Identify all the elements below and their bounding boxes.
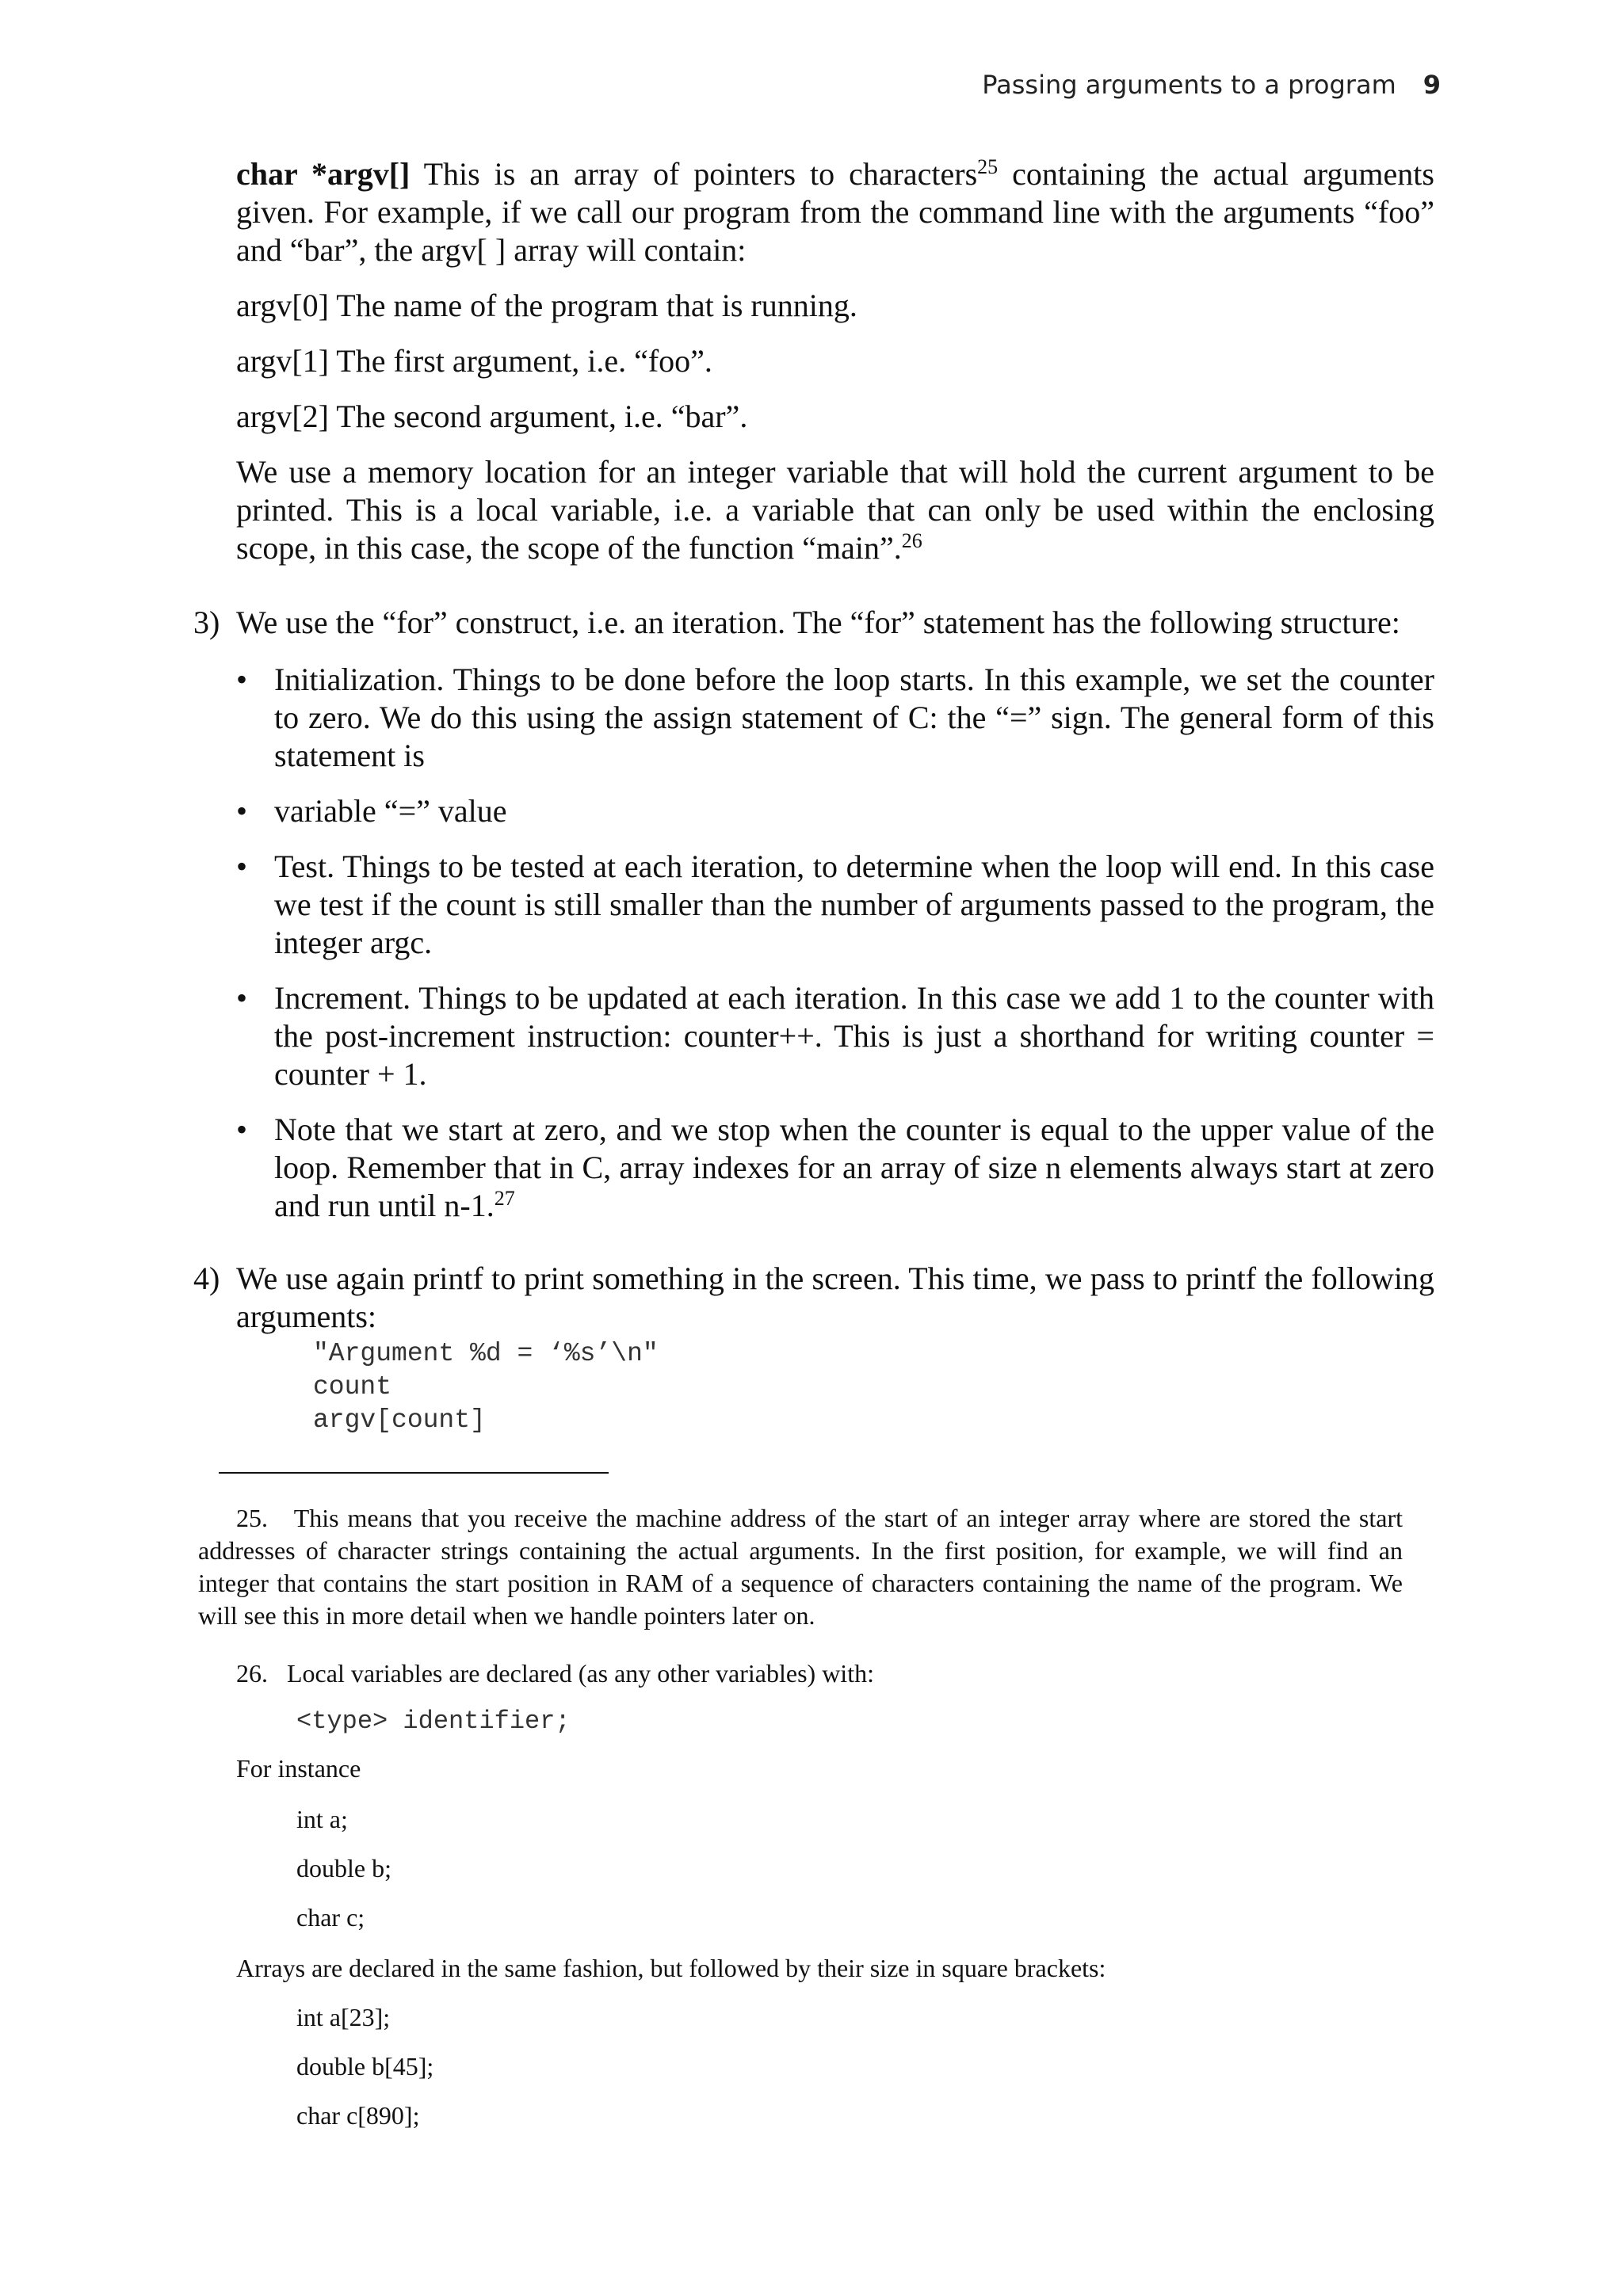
list-item-text: We use the “for” construct, i.e. an iteration. The “for” statement has the following structure: xyxy=(236,605,1400,640)
printf-arguments-code xyxy=(313,1337,659,1437)
bullet-item xyxy=(236,792,1434,830)
footnote-26 xyxy=(236,1657,874,1690)
bullet-text: Increment. Things to be updated at each iteration. In this case we add 1 to the counter with the post-increment instruction: counter++. This is just a shorthand for writing counter = counter + 1. xyxy=(274,980,1434,1092)
running-title: Passing arguments to a program xyxy=(982,70,1396,100)
list-item-4 xyxy=(193,1260,1434,1336)
arrays-text: Arrays are declared in the same fashion, but followed by their size in square brackets: xyxy=(236,1954,1106,1982)
bullet-text: Note that we start at zero, and we stop when the counter is equal to the upper value of the loop. Remember that in C, array indexes for an array of size n elements always start at zero and run until n-1. xyxy=(274,1112,1434,1223)
footnote-text: This means that you receive the machine address of the start of an integer array where are stored the start addresses of character strings containing the actual arguments. In the first position, for example, we will find an integer that contains the start position in RAM of a sequence of characters containing the name of the program. We will see this in more detail when we handle pointers later on. xyxy=(198,1504,1403,1630)
argv-item: argv[2] The second argument, i.e. “bar”. xyxy=(236,399,748,434)
declaration-example: char c; xyxy=(296,1903,365,1932)
footnote-ref-25[interactable]: 25 xyxy=(977,155,999,178)
bullet-symbol: • xyxy=(236,662,248,697)
bullet-text: variable “=” value xyxy=(274,793,507,829)
list-number: 4) xyxy=(193,1261,220,1296)
bullet-symbol: • xyxy=(236,793,248,829)
declaration-example: int a; xyxy=(296,1805,348,1833)
bullet-symbol: • xyxy=(236,849,248,884)
footnote-number: 26. xyxy=(236,1659,268,1688)
bullet-item xyxy=(236,661,1434,775)
array-declaration-example: char c[890]; xyxy=(296,2101,420,2130)
footnote-ref-27[interactable]: 27 xyxy=(494,1187,515,1210)
local-variable-text: We use a memory location for an integer variable that will hold the current argument to be printed. This is a local variable, i.e. a variable that can only be used within the enclosing scope, in this case, the scope of the function “main”. xyxy=(236,454,1434,566)
bullet-text: Test. Things to be tested at each iteration, to determine when the loop will end. In this case we test if the count is still smaller than the number of arguments passed to the program, the integer argc. xyxy=(274,849,1434,960)
argv-description xyxy=(236,155,1434,585)
argv-item: argv[0] The name of the program that is running. xyxy=(236,288,857,323)
bullet-item xyxy=(236,848,1434,962)
argv-term: char *argv[] xyxy=(236,156,411,192)
argv-text-b: containing the actual arguments given. For example, if we call our program from the command line with the arguments “foo” and “bar”, the argv[ ] array will contain: xyxy=(236,156,1434,268)
local-variable-paragraph xyxy=(236,453,1434,567)
code-line: argv[count] xyxy=(313,1405,486,1435)
footnote-text: Local variables are declared (as any other variables) with: xyxy=(287,1659,874,1688)
argv-item: argv[1] The first argument, i.e. “foo”. xyxy=(236,343,712,379)
bullet-symbol: • xyxy=(236,980,248,1016)
bullet-item xyxy=(236,979,1434,1093)
page-number: 9 xyxy=(1423,70,1441,100)
declaration-example: double b; xyxy=(296,1854,391,1882)
list-item-3 xyxy=(193,604,1434,642)
for-structure-bullets xyxy=(236,661,1434,1242)
bullet-text: Initialization. Things to be done before the loop starts. In this example, we set the counter to zero. We do this using the assign statement of C: the “=” sign. The general form of this statement is xyxy=(274,662,1434,773)
bullet-symbol: • xyxy=(236,1112,248,1147)
list-number: 3) xyxy=(193,605,220,640)
running-header xyxy=(982,70,1441,100)
argv-paragraph xyxy=(236,155,1434,269)
code-line: count xyxy=(313,1372,392,1402)
footnote-code: <type> identifier; xyxy=(296,1707,571,1736)
footnote-separator xyxy=(219,1472,609,1474)
footnote-number: 25. xyxy=(236,1504,268,1532)
bullet-item xyxy=(236,1111,1434,1225)
footnote-ref-26[interactable]: 26 xyxy=(901,529,922,552)
footnote-25 xyxy=(198,1502,1403,1632)
array-declaration-example: int a[23]; xyxy=(296,2003,391,2031)
argv-text-a: This is an array of pointers to characters xyxy=(410,156,978,192)
array-declaration-example: double b[45]; xyxy=(296,2052,434,2081)
list-item-text: We use again printf to print something in the screen. This time, we pass to printf the following arguments: xyxy=(236,1261,1434,1334)
code-line: "Argument %d = ‘%s’\n" xyxy=(313,1339,659,1368)
for-instance-label: For instance xyxy=(236,1754,361,1783)
